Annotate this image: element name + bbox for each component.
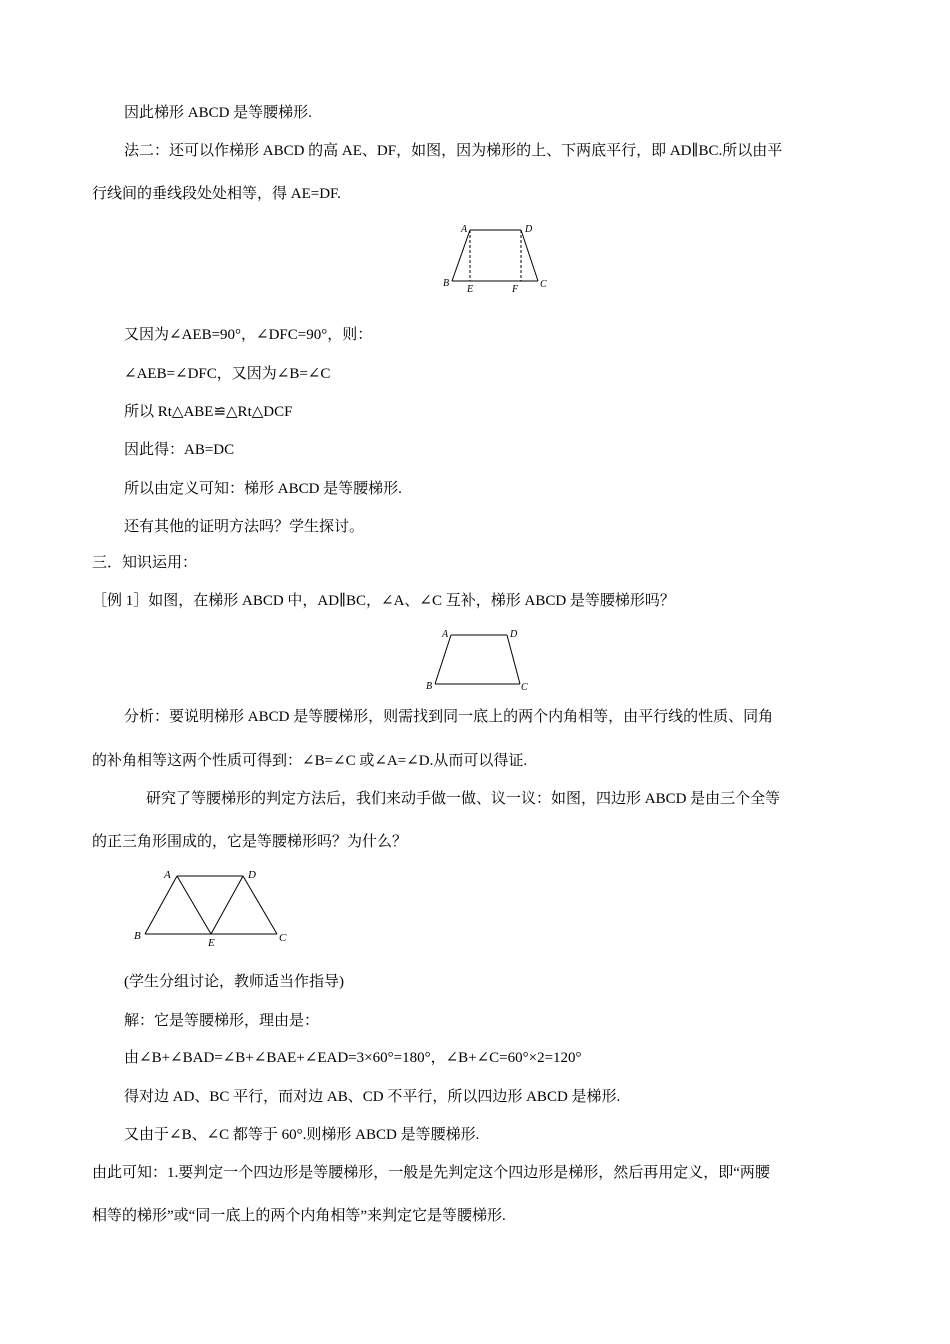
text-line: 所以由定义可知：梯形 ABCD 是等腰梯形.	[124, 481, 402, 497]
text-line: 还有其他的证明方法吗？学生探讨。	[124, 519, 365, 535]
vertex-label-c: C	[279, 932, 287, 944]
vertex-label-b: B	[134, 930, 141, 942]
text-line: 又由于∠B、∠C 都等于 60°.则梯形 ABCD 是等腰梯形.	[124, 1127, 480, 1143]
vertex-label-b: B	[426, 681, 433, 692]
text-line: 分析：要说明梯形 ABCD 是等腰梯形，则需找到同一底上的两个内角相等，由平行线的性质、同角	[124, 709, 774, 725]
equilateral-trapezoid-figure	[132, 864, 292, 950]
trapezoid-figure	[424, 626, 534, 692]
text-line: ∠AEB=∠DFC，又因为∠B=∠C	[124, 366, 331, 382]
text-line: 法二：还可以作梯形 ABCD 的高 AE、DF，如图，因为梯形的上、下两底平行，即 AD∥BC.所以由平	[124, 143, 783, 159]
vertex-label-a: A	[461, 224, 468, 235]
vertex-label-f: F	[512, 284, 519, 295]
vertex-label-c: C	[521, 682, 528, 693]
text-line: 行线间的垂线段处处相等，得 AE=DF.	[92, 186, 341, 202]
text-line: 研究了等腰梯形的判定方法后，我们来动手做一做、议一议：如图，四边形 ABCD 是由三个全等	[146, 791, 781, 807]
vertex-label-d: D	[525, 224, 533, 235]
trapezoid-heights-figure	[440, 222, 552, 294]
text-line: 相等的梯形”或“同一底上的两个内角相等”来判定它是等腰梯形.	[92, 1208, 506, 1224]
vertex-label-b: B	[443, 278, 450, 289]
text-line: (学生分组讨论，教师适当作指导)	[124, 974, 344, 990]
text-line: 的补角相等这两个性质可得到：∠B=∠C 或∠A=∠D.从而可以得证.	[92, 753, 528, 769]
vertex-label-a: A	[442, 629, 449, 640]
vertex-label-e: E	[467, 284, 474, 295]
vertex-label-c: C	[540, 279, 547, 290]
example-question: ［例 1］如图，在梯形 ABCD 中，AD∥BC，∠A、∠C 互补，梯形 ABCD 是等腰梯形吗？	[92, 593, 675, 609]
text-line: 得对边 AD、BC 平行，而对边 AB、CD 不平行，所以四边形 ABCD 是梯形.	[124, 1089, 621, 1105]
vertex-label-e: E	[208, 937, 215, 949]
section-heading: 三．知识运用：	[92, 555, 198, 571]
vertex-label-d: D	[510, 629, 518, 640]
text-line: 由∠B+∠BAD=∠B+∠BAE+∠EAD=3×60°=180°，∠B+∠C=60°×2=120°	[124, 1050, 582, 1066]
vertex-label-a: A	[164, 869, 171, 881]
text-line: 由此可知：1.要判定一个四边形是等腰梯形，一般是先判定这个四边形是梯形，然后再用定义，即“两腰	[92, 1165, 770, 1181]
vertex-label-d: D	[248, 869, 256, 881]
text-line: 又因为∠AEB=90°，∠DFC=90°，则：	[124, 327, 373, 343]
text-line: 因此梯形 ABCD 是等腰梯形.	[124, 105, 312, 121]
text-line: 解：它是等腰梯形，理由是：	[124, 1013, 320, 1029]
text-line: 的正三角形围成的，它是等腰梯形吗？为什么？	[92, 834, 408, 850]
text-line: 因此得：AB=DC	[124, 442, 235, 458]
text-line: 所以 Rt△ABE≌△Rt△DCF	[124, 404, 293, 420]
